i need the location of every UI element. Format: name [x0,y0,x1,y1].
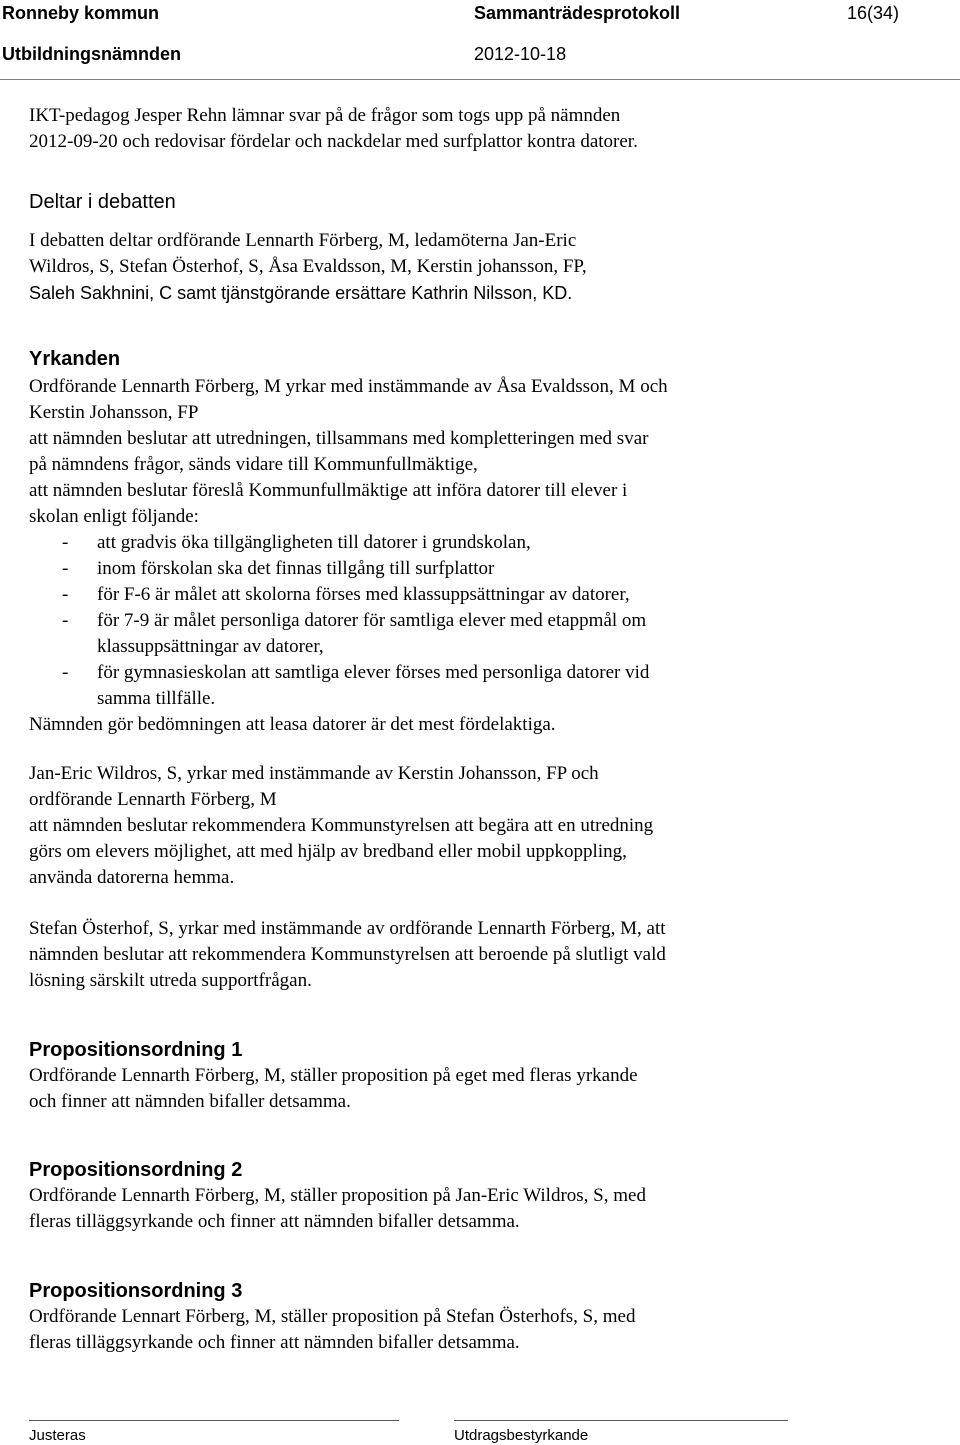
text-line: Ordförande Lennarth Förberg, M yrkar med instämmande av Åsa Evaldsson, M och [29,376,668,397]
text-line: fleras tilläggsyrkande och finner att nämnden bifaller detsamma. [29,1211,520,1232]
list-dash: - [62,532,69,553]
text-line: Ordförande Lennarth Förberg, M, ställer proposition på eget med fleras yrkande [29,1065,638,1086]
list-item [29,582,939,608]
list-item-text: att gradvis öka tillgängligheten till datorer i grundskolan, [97,532,531,553]
text-line: Ordförande Lennarth Förberg, M, ställer proposition på Jan-Eric Wildros, S, med [29,1185,646,1206]
list-item [29,556,939,582]
list-item [29,530,939,556]
text-line: Jan-Eric Wildros, S, yrkar med instämmande av Kerstin Johansson, FP och [29,763,599,784]
municipality-name: Ronneby kommun [2,3,160,23]
text-line: Stefan Österhof, S, yrkar med instämmande av ordförande Lennarth Förberg, M, att [29,918,666,939]
page-number: 16(34) [847,3,900,23]
text-line: nämnden beslutar att rekommendera Kommunstyrelsen att beroende på slutligt vald [29,944,666,965]
proposition-3-heading: Propositionsordning 3 [29,1280,243,1302]
text-line: IKT-pedagog Jesper Rehn lämnar svar på de frågor som togs upp på nämnden [29,105,621,126]
list-item-text: inom förskolan ska det finnas tillgång till surfplattor [97,558,495,579]
motion-2-paragraph [29,761,939,891]
document-type: Sammanträdesprotokoll [474,3,681,23]
text-line: lösning särskilt utreda supportfrågan. [29,970,312,991]
list-item [29,608,939,634]
text-line: fleras tilläggsyrkande och finner att nämnden bifaller detsamma. [29,1332,520,1353]
text-line: använda datorerna hemma. [29,867,235,888]
justeras-signature-line [29,1420,399,1421]
proposition-2-paragraph [29,1183,939,1235]
proposition-1-heading: Propositionsordning 1 [29,1039,243,1061]
text-line: I debatten deltar ordförande Lennarth Förberg, M, ledamöterna Jan-Eric [29,230,577,251]
list-item-text: samma tillfälle. [97,688,216,709]
text-line: och finner att nämnden bifaller detsamma. [29,1091,351,1112]
list-item-text: klassuppsättningar av datorer, [97,636,324,657]
justeras-label: Justeras [29,1427,86,1444]
text-line: görs om elevers möjlighet, att med hjälp av bredband eller mobil uppkoppling, [29,841,627,862]
text-line: att nämnden beslutar rekommendera Kommunstyrelsen att begära att en utredning [29,815,654,836]
text-line: Kerstin Johansson, FP [29,402,199,423]
text-line: 2012-09-20 och redovisar fördelar och nackdelar med surfplattor kontra datorer. [29,131,638,152]
committee-name: Utbildningsnämnden [2,44,181,64]
proposition-3-paragraph [29,1304,939,1356]
text-line: Nämnden gör bedömningen att leasa datorer är det mest fördelaktiga. [29,714,556,735]
debate-heading: Deltar i debatten [29,191,176,213]
list-item-continuation [29,634,939,660]
header-divider [0,79,960,80]
intro-paragraph [29,103,939,155]
text-line sans-line: Saleh Sakhnini, C samt tjänstgörande ersättare Kathrin Nilsson, KD. [29,283,573,303]
meeting-date: 2012-10-18 [474,44,567,64]
certification-signature-line [454,1420,788,1421]
motion-1-paragraph [29,374,939,738]
list-dash: - [62,662,69,683]
list-item-text: för gymnasieskolan att samtliga elever förses med personliga datorer vid [97,662,650,683]
page-header [0,0,960,80]
list-dash: - [62,584,69,605]
list-item-text: för F-6 är målet att skolorna förses med klassuppsättningar av datorer, [97,584,630,605]
proposition-1-paragraph [29,1063,939,1115]
list-item-continuation [29,686,939,712]
debate-paragraph [29,228,939,306]
text-line: ordförande Lennarth Förberg, M [29,789,277,810]
certification-label: Utdragsbestyrkande [454,1427,589,1444]
text-line: att nämnden beslutar föreslå Kommunfullmäktige att införa datorer till elever i [29,480,628,501]
text-line: på nämndens frågor, sänds vidare till Kommunfullmäktige, [29,454,478,475]
list-item [29,660,939,686]
list-item-text: för 7-9 är målet personliga datorer för samtliga elever med etappmål om [97,610,647,631]
proposition-2-heading: Propositionsordning 2 [29,1159,243,1181]
motions-heading: Yrkanden [29,348,121,370]
list-dash: - [62,558,69,579]
list-dash: - [62,610,69,631]
text-line: att nämnden beslutar att utredningen, tillsammans med kompletteringen med svar [29,428,649,449]
text-line: Wildros, S, Stefan Österhof, S, Åsa Evaldsson, M, Kerstin johansson, FP, [29,256,587,277]
text-line: Ordförande Lennart Förberg, M, ställer proposition på Stefan Österhofs, S, med [29,1306,636,1327]
text-line: skolan enligt följande: [29,506,199,527]
motion-3-paragraph [29,916,939,994]
